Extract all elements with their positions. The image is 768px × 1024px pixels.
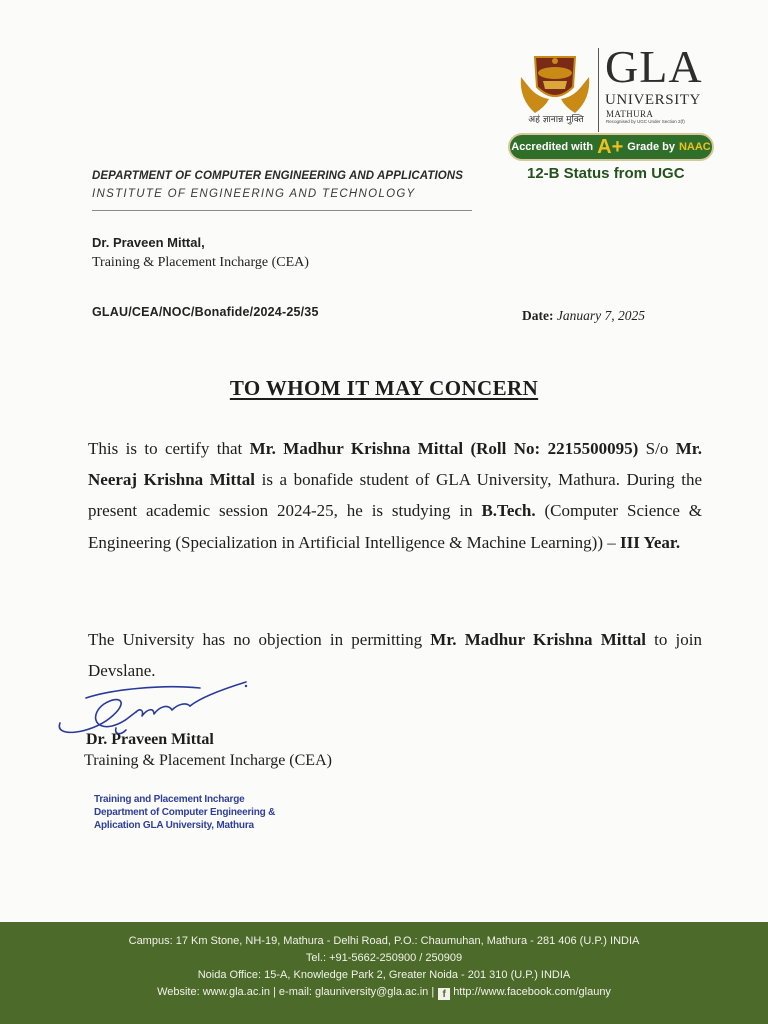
header-rule (92, 210, 472, 211)
stamp-line-3: Aplication GLA University, Mathura (94, 820, 254, 831)
logo-city-text: MATHURA (606, 109, 654, 119)
p2-text-1: The University has no objection in permitting (88, 630, 431, 649)
institute-name: INSTITUTE OF ENGINEERING AND TECHNOLOGY (92, 188, 416, 200)
department-name: DEPARTMENT OF COMPUTER ENGINEERING AND APPLICATIONS (92, 170, 463, 182)
footer-contact-line (0, 986, 768, 1000)
reference-number: GLAU/CEA/NOC/Bonafide/2024-25/35 (92, 305, 319, 319)
official-stamp (94, 793, 275, 832)
logo-recognition-text: Recognised by UGC Under Section 2(f) (606, 119, 685, 124)
p1-text-1: This is to certify that (88, 439, 250, 458)
stamp-line-2: Department of Computer Engineering & (94, 807, 276, 818)
letter-title-text: TO WHOM IT MAY CONCERN (229, 376, 539, 400)
naac-prefix: Accredited with (511, 141, 594, 153)
footer-facebook-url: http://www.facebook.com/glauny (453, 986, 611, 998)
footer-telephone: Tel.: +91-5662-250900 / 250909 (305, 952, 463, 964)
hindi-motto: अहं ज्ञानान्न मुक्ति (528, 115, 584, 125)
naac-grade: A+ (597, 136, 624, 158)
letterhead-footer (0, 922, 768, 1024)
letter-title (0, 376, 768, 401)
facebook-icon: f (438, 988, 450, 1000)
p1-text-2: S/o (638, 439, 676, 458)
certification-paragraph (88, 433, 702, 558)
footer-campus-address: Campus: 17 Km Stone, NH-19, Mathura - Delhi Road, P.O.: Chaumuhan, Mathura - 281 406 (U.P.) INDIA (128, 935, 640, 947)
student-name: Mr. Madhur Krishna Mittal (430, 630, 647, 649)
logo-gla-wordmark: GLA (605, 41, 703, 92)
stamp-line-1: Training and Placement Incharge (94, 794, 245, 805)
date-value: January 7, 2025 (556, 308, 645, 323)
parent-name: Mr. Neeraj Krishna Mittal (88, 439, 702, 490)
year-of-study: III Year. (620, 532, 681, 552)
signatory-role-bottom: Training & Placement Incharge (CEA) (84, 752, 332, 769)
naac-suffix: Grade by (627, 141, 675, 153)
p1-text-3: is a bonafide student of GLA University, Mathura. During the present academic session 2024-25, he is studying in (88, 470, 702, 521)
logo-divider (598, 48, 599, 132)
letter-date (522, 308, 645, 324)
footer-website-email: Website: www.gla.ac.in | e-mail: glauniversity@gla.ac.in | (157, 986, 435, 998)
signatory-name-bottom: Dr. Praveen Mittal (86, 731, 214, 748)
date-label: Date: (522, 308, 554, 323)
degree-name: B.Tech. (481, 501, 536, 521)
footer-noida-office: Noida Office: 15-A, Knowledge Park 2, Greater Noida - 201 310 (U.P.) INDIA (197, 969, 571, 981)
naac-word: NAAC (678, 141, 711, 153)
logo-university-text: UNIVERSITY (605, 92, 701, 108)
p2-text-2: to join Devslane. (88, 630, 703, 681)
naac-accreditation-badge (508, 133, 714, 161)
ugc-status: 12-B Status from UGC (527, 165, 685, 182)
student-name-roll: Mr. Madhur Krishna Mittal (Roll No: 2215500095) (249, 439, 639, 458)
signatory-name-top: Dr. Praveen Mittal, (92, 235, 205, 250)
signatory-role-top: Training & Placement Incharge (CEA) (92, 255, 309, 270)
p1-text-4: (Computer Science & Engineering (Specialization in Artificial Intelligence & Machine Learning)) – (88, 501, 702, 552)
